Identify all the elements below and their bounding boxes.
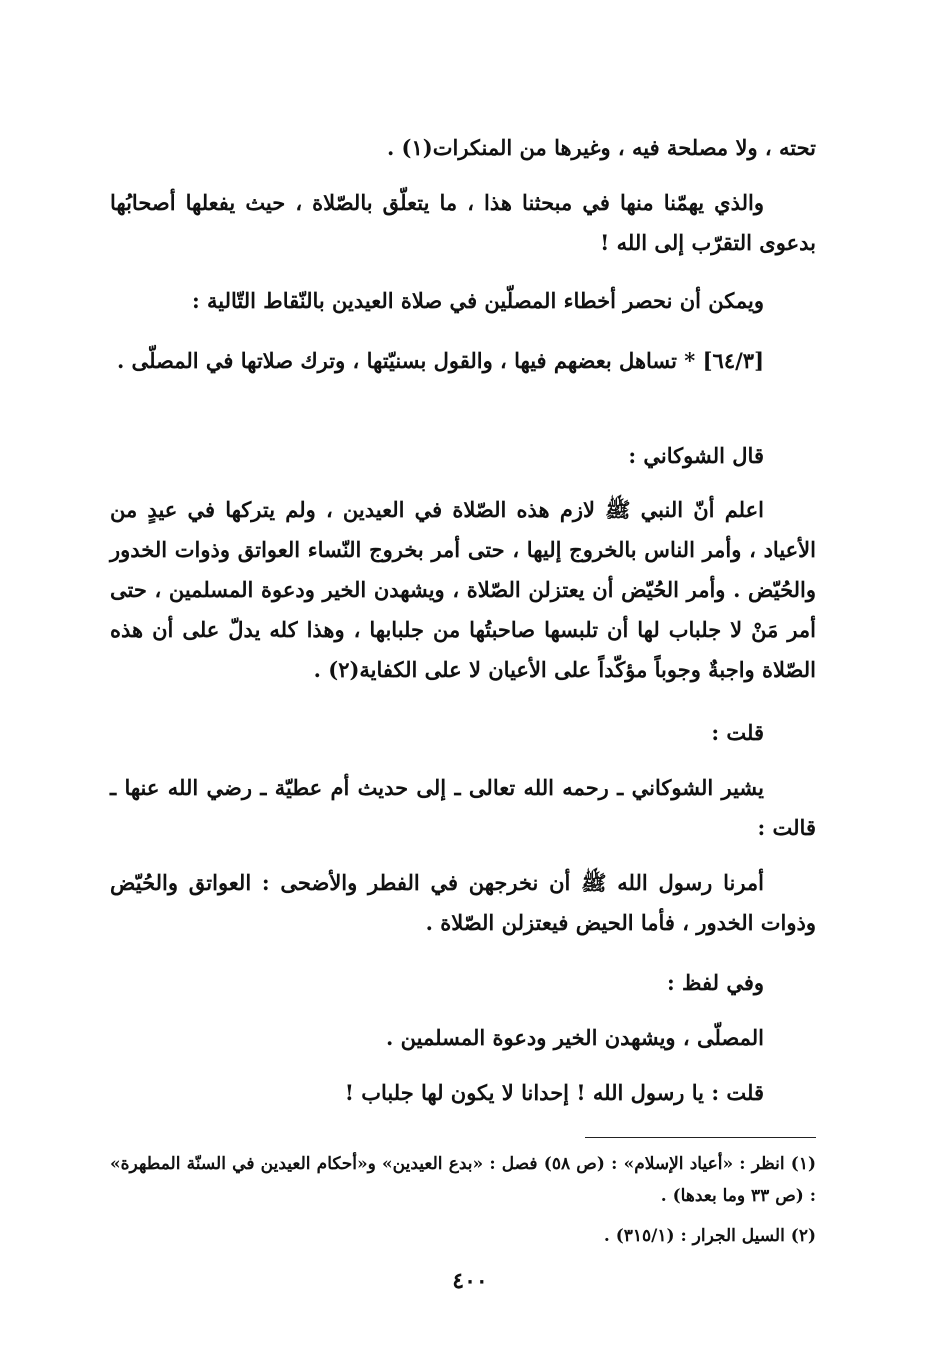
paragraph-9-hadith: أمرنا رسول الله ﷺ أن نخرجهن في الفطر والأضحى : العواتق والحُيّض وذوات الخدور ، فأما الحيض فيعتزلن الصّلاة . [110,870,816,935]
paragraph-11: المصلّى ، ويشهدن الخير ودعوة المسلمين . [386,1025,764,1050]
paragraph-10: وفي لفظ : [666,970,764,995]
paragraph-7: قلت : [711,720,764,745]
paragraph-5: قال الشوكاني : [628,443,764,468]
paragraph-4-heading: [٦٤/٣] * تساهل بعضهم فيها ، والقول بسنيّتها ، وترك صلاتها في المصلّى . [116,348,764,373]
page-number: ٤٠٠ [452,1268,488,1294]
paragraph-3: ويمكن أن نحصر أخطاء المصلّين في صلاة العيدين بالنّقاط التّالية : [191,288,764,313]
paragraph-12: قلت : يا رسول الله ! إحدانا لا يكون لها جلباب ! [344,1080,764,1105]
footnote-2: (٢) السيل الجرار : (٣١٥/١) . [603,1226,816,1246]
paragraph-8: يشير الشوكاني ـ رحمه الله تعالى ـ إلى حديث أم عطيّة ـ رضي الله عنها ـ قالت : [110,775,816,840]
footnote-1: (١) انظر : «أعياد الإسلام» : (ص ٥٨) فصل : «بدع العيدين» و«أحكام العيدين في السنّة المطهرة» : (ص ٣٣ وما بعدها) . [110,1154,816,1206]
paragraph-1: تحته ، ولا مصلحة فيه ، وغيرها من المنكرات(١) . [386,135,816,160]
footnote-separator [585,1137,816,1138]
paragraph-6-quote: اعلم أنّ النبي ﷺ لازم هذه الصّلاة في العيدين ، ولم يتركها في عيدٍ من الأعياد ، وأمر الناس بالخروج إليها ، حتى أمر بخروج النّساء العواتق وذوات الخدور والحُيّض . وأمر الحُيّض أن يعتزلن الصّلاة ، ويشهدن الخير ودعوة المسلمين ، حتى أمر مَنْ لا جلباب لها أن تلبسها صاحبتُها من جلبابها ، وهذا كله يدلّ على أن هذه الصّلاة واجبةٌ وجوباً مؤكّداً على الأعيان لا على الكفاية(٢) . [110,497,816,682]
paragraph-2: والذي يهمّنا منها في مبحثنا هذا ، ما يتعلّق بالصّلاة ، حيث يفعلها أصحابُها بدعوى التقرّب إلى الله ! [110,190,816,255]
